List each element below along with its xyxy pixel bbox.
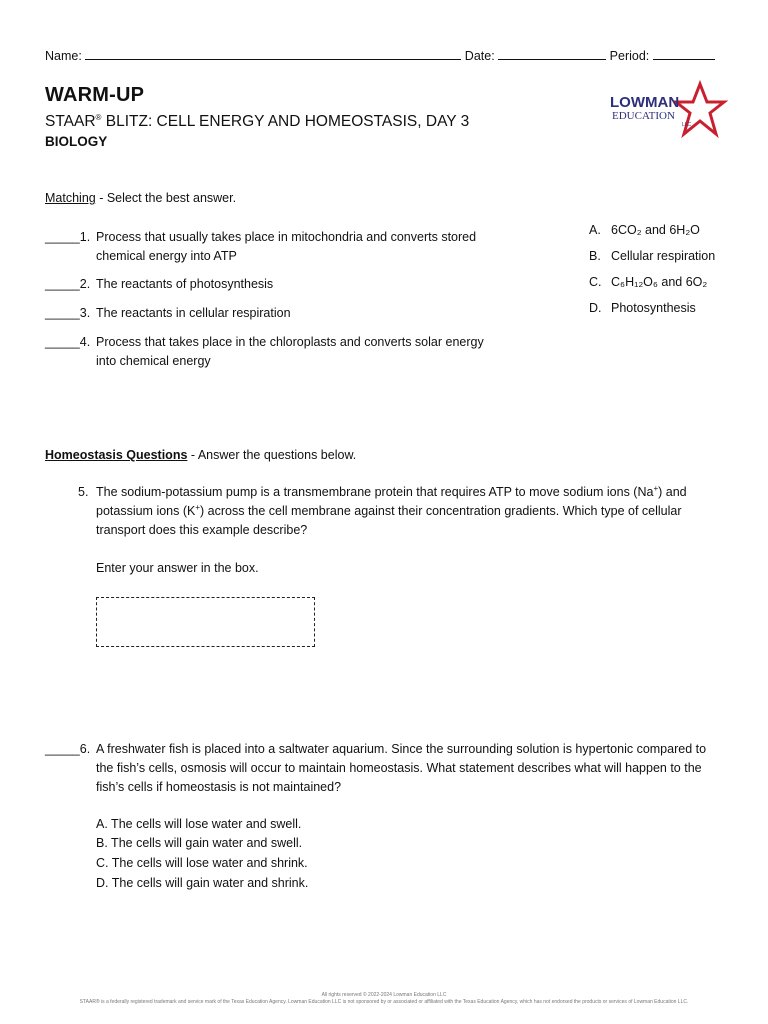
- lowman-education-logo: [604, 80, 730, 140]
- answer-input-box[interactable]: [96, 597, 315, 647]
- option-letter: B.: [589, 249, 601, 263]
- question-text: A freshwater fish is placed into a saltwater aquarium. Since the surrounding solution is hypertonic compared to the fish’s cells, osmosis will occur to maintain homeostasis. What statement describes what will happen to the fish’s cells if homeostasis is not maintained?: [96, 742, 707, 794]
- footer-disclaimer: STAAR® is a federally registered trademark and service mark of the Texas Education Agency. Lowman Education LLC is not sponsored by or associated or affiliated with the Texas Education Agency, which has not endorsed the products or services of Lowman Education LLC.: [79, 999, 689, 1005]
- item-text: Process that usually takes place in mitochondria and converts stored chemical energy into ATP: [96, 230, 477, 263]
- logo-graphic: [604, 80, 730, 140]
- q6-option-b: B. The cells will gain water and swell.: [96, 836, 303, 850]
- period-label: Period:: [609, 49, 650, 63]
- option-a: [589, 223, 700, 237]
- sodium-charge: +: [653, 483, 659, 493]
- option-letter: A.: [589, 223, 601, 237]
- date-field[interactable]: [498, 46, 606, 60]
- matching-title: Matching: [45, 191, 96, 205]
- subtitle-staar: STAAR: [45, 113, 96, 130]
- q5-text-b: ) and potassium ions (K: [96, 485, 687, 518]
- q6-option-a: A. The cells will lose water and swell.: [96, 817, 302, 831]
- homeostasis-title: Homeostasis Questions: [45, 448, 188, 462]
- option-text: Cellular respiration: [611, 249, 716, 263]
- question-number: 6.: [79, 742, 91, 756]
- question-text: [96, 483, 726, 540]
- item-number: 3.: [79, 306, 91, 320]
- q6-option-c: C. The cells will lose water and shrink.: [96, 856, 308, 870]
- answer-blank[interactable]: _____: [45, 742, 80, 756]
- item-number: 4.: [79, 335, 91, 349]
- matching-instruction: - Select the best answer.: [95, 191, 237, 205]
- option-d: [589, 301, 696, 315]
- homeostasis-instruction: - Answer the questions below.: [187, 448, 357, 462]
- item-text: The reactants in cellular respiration: [96, 306, 291, 320]
- q6-option-d: D. The cells will gain water and shrink.: [96, 876, 309, 890]
- student-info-line: [45, 46, 725, 63]
- answer-instruction: Enter your answer in the box.: [96, 561, 259, 575]
- q5-text-c: ) across the cell membrane against their concentration gradients. Which type of cellular transport does this example describe?: [96, 504, 682, 537]
- option-text: Photosynthesis: [611, 301, 696, 315]
- date-label: Date:: [464, 49, 495, 63]
- homeostasis-heading: [45, 446, 356, 465]
- subject-label: BIOLOGY: [45, 134, 108, 149]
- potassium-charge: +: [195, 502, 201, 512]
- matching-heading: [45, 189, 236, 208]
- option-letter: D.: [589, 301, 602, 315]
- item-number: 1.: [79, 230, 91, 244]
- subtitle-rest: BLITZ: CELL ENERGY AND HOMEOSTASIS, DAY 3: [101, 113, 470, 130]
- option-c: [589, 275, 707, 289]
- logo-text-llc: LLC: [682, 122, 692, 128]
- logo-text-lowman: LOWMAN: [610, 94, 680, 111]
- name-label: Name:: [45, 49, 82, 63]
- period-field[interactable]: [653, 46, 715, 60]
- option-b: [589, 249, 715, 263]
- option-text: 6CO₂ and 6H₂O: [611, 223, 700, 237]
- answer-blank[interactable]: _____: [45, 230, 80, 244]
- option-text: C₆H₁₂O₆ and 6O₂: [611, 275, 708, 289]
- q5-text-a: The sodium-potassium pump is a transmembrane protein that requires ATP to move sodium ions (Na: [96, 485, 654, 499]
- item-number: 2.: [79, 277, 91, 291]
- answer-blank[interactable]: _____: [45, 306, 80, 320]
- name-field[interactable]: [85, 46, 461, 60]
- answer-blank[interactable]: _____: [45, 277, 80, 291]
- item-text: The reactants of photosynthesis: [96, 277, 274, 291]
- logo-text-education: EDUCATION: [612, 110, 675, 122]
- option-letter: C.: [589, 275, 602, 289]
- registered-mark: ®: [95, 112, 102, 122]
- answer-blank[interactable]: _____: [45, 335, 80, 349]
- item-text: Process that takes place in the chloroplasts and converts solar energy into chemical energy: [96, 335, 484, 368]
- footer-copyright: All rights reserved © 2022-2024 Lowman Education LLC: [321, 992, 447, 998]
- page-title: WARM-UP: [45, 84, 145, 106]
- question-number: 5.: [78, 485, 89, 499]
- page-subtitle: [45, 113, 469, 131]
